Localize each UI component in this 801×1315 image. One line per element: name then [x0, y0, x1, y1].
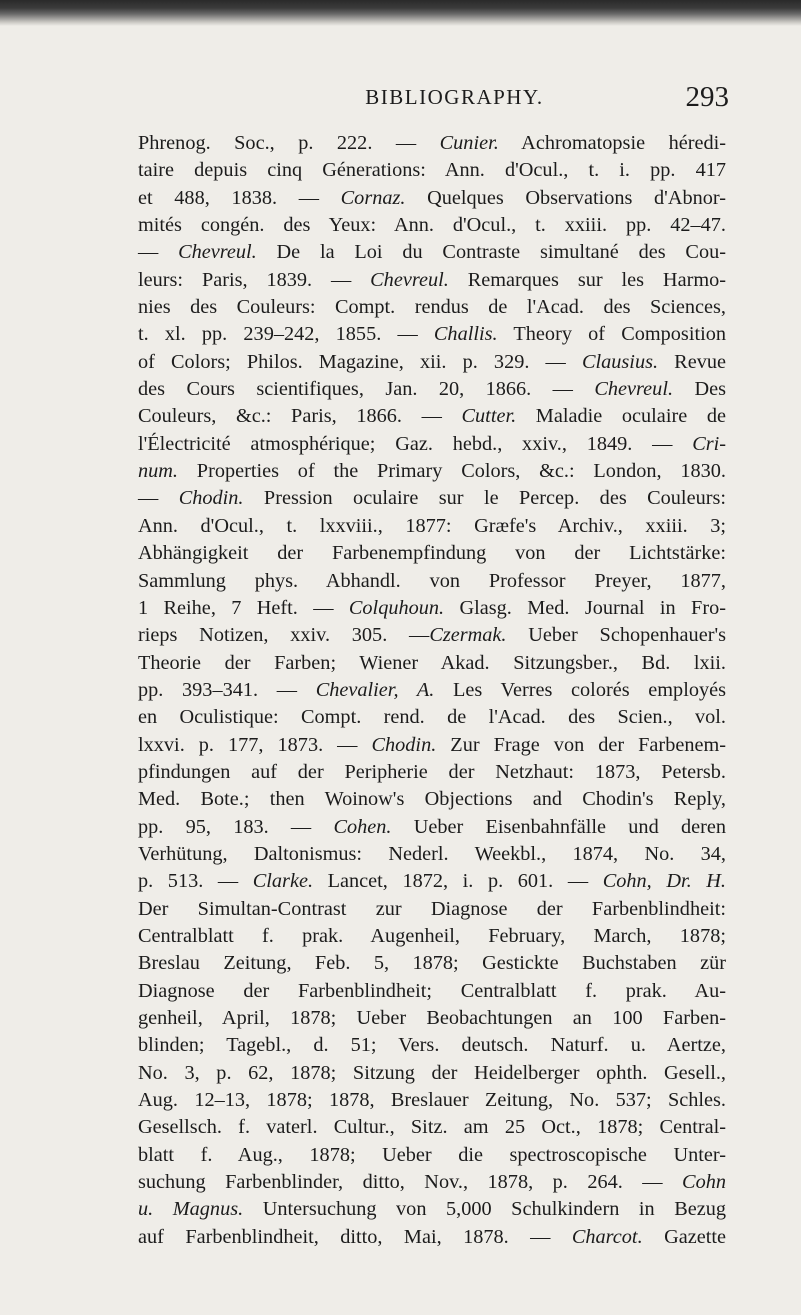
text-run: Properties of the Primary Colors, &c.: London, 1830.	[178, 460, 726, 483]
text-run: t. xl. pp. 239–242, 1855. —	[138, 323, 434, 346]
text-line	[138, 650, 726, 677]
text-run: Zur Frage von der Farbenem-	[436, 733, 727, 756]
text-line	[138, 239, 726, 266]
text-run: rieps Notizen, xxiv. 305. —	[138, 624, 430, 647]
text-line	[138, 294, 726, 321]
text-run: Centralblatt f. prak. Augenheil, February, March, 1878;	[138, 924, 726, 947]
text-line	[138, 1087, 726, 1114]
author-name: Cunier.	[439, 132, 499, 154]
text-run: blatt f. Aug., 1878; Ueber die spectroscopische Unter-	[138, 1143, 726, 1166]
text-line	[138, 950, 726, 977]
text-line	[138, 349, 726, 376]
text-run: auf Farbenblindheit, ditto, Mai, 1878. —	[138, 1225, 572, 1248]
text-line	[138, 868, 726, 895]
text-run: mités congén. des Yeux: Ann. d'Ocul., t. xxiii. pp. 42–47.	[138, 214, 726, 237]
author-name: Chevreul.	[178, 241, 257, 264]
author-name: Charcot.	[571, 1225, 643, 1248]
running-title: BIBLIOGRAPHY.	[365, 85, 544, 109]
text-line	[138, 896, 726, 923]
text-line	[138, 267, 726, 294]
text-run: Ann. d'Ocul., t. lxxviii., 1877: Græfe's Archiv., xxiii. 3;	[138, 514, 726, 537]
text-run: et 488, 1838. —	[138, 186, 341, 209]
author-name: Colquhoun.	[348, 596, 445, 619]
text-run: pp. 95, 183. —	[138, 815, 334, 838]
text-line	[138, 485, 726, 512]
text-line	[138, 212, 726, 239]
text-run: p. 513. —	[138, 870, 253, 893]
text-line	[138, 841, 726, 868]
text-line	[138, 1169, 726, 1196]
text-run: Sammlung phys. Abhandl. von Professor Preyer, 1877,	[138, 569, 726, 592]
author-name: Cohen.	[333, 815, 392, 838]
author-name: Cri-	[692, 432, 726, 455]
text-run: pp. 393–341. —	[138, 678, 316, 701]
text-run: Ueber Eisenbahnfälle und deren	[391, 815, 726, 838]
text-run: en Oculistique: Compt. rend. de l'Acad. des Scien., vol.	[138, 706, 726, 729]
text-run: Der Simultan-Contrast zur Diagnose der Farbenblindheit:	[138, 897, 726, 920]
text-run: l'Électricité atmosphérique; Gaz. hebd., xxiv., 1849. —	[138, 432, 693, 455]
text-line	[138, 732, 726, 759]
text-line	[138, 458, 726, 485]
text-run: Untersuchung von 5,000 Schulkindern in Bezug	[243, 1198, 727, 1221]
author-name: Cohn	[682, 1171, 726, 1194]
text-line	[138, 1005, 726, 1032]
text-run: Phrenog. Soc., p. 222. —	[138, 132, 440, 154]
text-run: taire depuis cinq Génerations: Ann. d'Ocul., t. i. pp. 417	[138, 159, 726, 182]
text-line	[138, 622, 726, 649]
text-run: Quelques Observations d'Abnor-	[405, 186, 727, 209]
author-name: Cohn, Dr. H.	[602, 870, 726, 893]
text-run: suchung Farbenblinder, ditto, Nov., 1878, p. 264. —	[138, 1171, 683, 1194]
text-line	[138, 786, 726, 813]
text-line	[138, 513, 726, 540]
text-run: —	[138, 487, 179, 510]
text-line	[138, 540, 726, 567]
text-line	[138, 1060, 726, 1087]
text-run: —	[138, 241, 179, 264]
text-line	[138, 978, 726, 1005]
page-top-shadow	[0, 0, 801, 26]
text-line	[138, 704, 726, 731]
text-run: blinden; Tagebl., d. 51; Vers. deutsch. Naturf. u. Aertze,	[138, 1034, 726, 1057]
text-line	[138, 677, 726, 704]
text-line	[138, 923, 726, 950]
text-line	[138, 431, 726, 458]
author-name: Chodin.	[371, 733, 437, 756]
text-run: 1 Reihe, 7 Heft. —	[138, 596, 349, 619]
text-run: Aug. 12–13, 1878; 1878, Breslauer Zeitung, No. 537; Schles.	[138, 1089, 726, 1112]
text-run: Theory of Composition	[497, 323, 727, 346]
author-name: Cornaz.	[340, 186, 406, 209]
page-number: 293	[685, 81, 729, 113]
author-name: Czermak.	[429, 624, 507, 647]
text-line	[138, 403, 726, 430]
text-run: Gesellsch. f. vaterl. Cultur., Sitz. am 25 Oct., 1878; Central-	[138, 1116, 726, 1139]
author-name: Chevreul.	[594, 378, 674, 401]
text-run: Ueber Schopenhauer's	[506, 624, 726, 647]
text-line	[138, 759, 726, 786]
text-run: Breslau Zeitung, Feb. 5, 1878; Gestickte Buchstaben zür	[138, 952, 726, 975]
author-name: u. Magnus.	[138, 1198, 244, 1221]
author-name: Challis.	[433, 323, 498, 346]
text-run: Des	[673, 378, 726, 401]
text-line	[138, 321, 726, 348]
text-run: of Colors; Philos. Magazine, xii. p. 329. —	[138, 350, 582, 373]
text-run: Pression oculaire sur le Percep. des Couleurs:	[243, 487, 726, 510]
text-run: Theorie der Farben; Wiener Akad. Sitzungsber., Bd. lxii.	[138, 651, 726, 674]
text-line	[138, 1196, 726, 1223]
text-run: Revue	[658, 350, 726, 373]
text-run: Les Verres colorés employés	[434, 678, 727, 701]
text-line	[138, 1142, 726, 1169]
text-run: No. 3, p. 62, 1878; Sitzung der Heidelberger ophth. Gesell.,	[138, 1061, 726, 1084]
text-line	[138, 376, 726, 403]
author-name: Chodin.	[178, 487, 244, 510]
text-line	[138, 1032, 726, 1059]
text-run: nies des Couleurs: Compt. rendus de l'Acad. des Sciences,	[138, 296, 726, 319]
text-line	[138, 1114, 726, 1141]
author-name: Chevreul.	[370, 268, 449, 291]
author-name: Cutter.	[461, 405, 517, 428]
text-run: lxxvi. p. 177, 1873. —	[138, 733, 372, 756]
text-line	[138, 1224, 726, 1251]
text-line	[138, 568, 726, 595]
text-run: Glasg. Med. Journal in Fro-	[444, 596, 726, 619]
text-run: Maladie oculaire de	[516, 405, 726, 428]
text-line	[138, 595, 726, 622]
text-run: Couleurs, &c.: Paris, 1866. —	[138, 405, 462, 428]
text-run: des Cours scientifiques, Jan. 20, 1866. —	[138, 378, 595, 401]
text-line	[138, 157, 726, 184]
text-line	[138, 814, 726, 841]
text-run: leurs: Paris, 1839. —	[138, 268, 371, 291]
text-run: Diagnose der Farbenblindheit; Centralblatt f. prak. Au-	[138, 979, 726, 1002]
text-run: genheil, April, 1878; Ueber Beobachtungen an 100 Farben-	[138, 1007, 726, 1029]
text-run: Remarques sur les Harmo-	[448, 268, 726, 291]
author-name: num.	[138, 460, 178, 483]
bibliography-text	[138, 130, 726, 1251]
text-run: Med. Bote.; then Woinow's Objections and Chodin's Reply,	[138, 788, 726, 811]
text-line	[138, 130, 726, 157]
text-run: Verhütung, Daltonismus: Nederl. Weekbl., 1874, No. 34,	[138, 842, 726, 865]
text-run: De la Loi du Contraste simultané des Cou-	[256, 241, 726, 264]
author-name: Clausius.	[581, 350, 659, 373]
text-run: Abhängigkeit der Farbenempfindung von der Lichtstärke:	[138, 542, 726, 565]
text-run: Achromatopsie héredi-	[498, 132, 726, 154]
text-run: Lancet, 1872, i. p. 601. —	[313, 870, 603, 893]
author-name: Chevalier, A.	[315, 678, 435, 701]
text-line	[138, 185, 726, 212]
page-header	[180, 81, 729, 119]
author-name: Clarke.	[252, 870, 314, 893]
text-run: Gazette	[642, 1225, 726, 1248]
text-run: pfindungen auf der Peripherie der Netzhaut: 1873, Petersb.	[138, 760, 726, 783]
